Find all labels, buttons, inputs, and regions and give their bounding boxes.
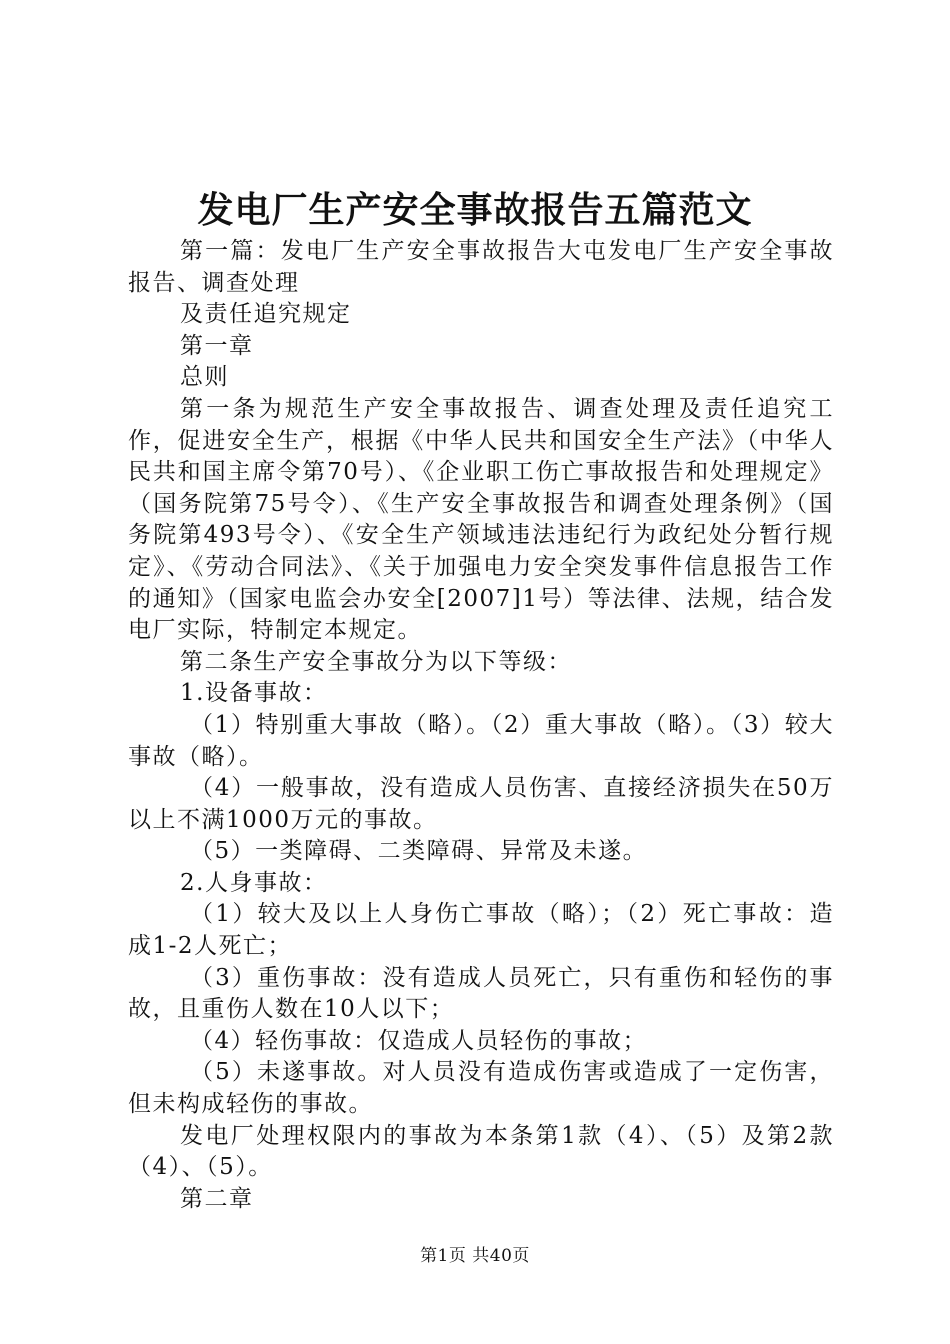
chapter-heading: 第二章: [180, 1185, 254, 1212]
list-heading: 1.设备事故：: [180, 680, 328, 707]
chapter-heading: 第一章: [180, 332, 254, 359]
paragraph: 第一篇：发电厂生产安全事故报告大屯发电厂生产安全事故报告、调查处理: [128, 238, 834, 296]
page-number-footer: 第1页 共40页: [420, 1246, 530, 1266]
paragraph: 第一条为规范生产安全事故报告、调查处理及责任追究工作，促进安全生产，根据《中华人民共和国安全生产法》（中华人民共和国主席令第70号）、《企业职工伤亡事故报告和处理规定》（国务院第75号令）、《生产安全事故报告和调查处理条例》（国务院第493号令）、《安全生产领域违法违纪行为政纪处分暂行规定》、《劳动合同法》、《关于加强电力安全突发事件信息报告工作的通知》（国家电监会办安全[2007]1号）等法律、法规，结合发电厂实际，特制定本规定。: [128, 395, 834, 644]
paragraph: 发电厂处理权限内的事故为本条第1款（4）、（5）及第2款（4）、（5）。: [128, 1122, 834, 1181]
list-item: （1）较大及以上人身伤亡事故（略）；（2）死亡事故：造成1-2人死亡；: [128, 901, 834, 960]
list-item: （5）未遂事故。对人员没有造成伤害或造成了一定伤害，但未构成轻伤的事故。: [128, 1059, 834, 1118]
list-heading: 2.人身事故：: [180, 869, 328, 896]
list-item: （4）轻伤事故：仅造成人员轻伤的事故；: [190, 1027, 648, 1054]
list-item: （1）特别重大事故（略）。（2）重大事故（略）。（3）较大事故（略）。: [128, 711, 834, 770]
paragraph: 第二条生产安全事故分为以下等级：: [180, 648, 572, 675]
list-item: （3）重伤事故：没有造成人员死亡，只有重伤和轻伤的事故，且重伤人数在10人以下；: [128, 964, 834, 1023]
document-title: 发电厂生产安全事故报告五篇范文: [197, 189, 753, 231]
list-item: （5）一类障碍、二类障碍、异常及未遂。: [190, 838, 648, 865]
section-heading: 总则: [180, 364, 229, 391]
paragraph: 及责任追究规定: [180, 301, 352, 328]
document-body: [128, 236, 834, 1215]
list-item: （4）一般事故，没有造成人员伤害、直接经济损失在50万以上不满1000万元的事故。: [128, 775, 834, 833]
